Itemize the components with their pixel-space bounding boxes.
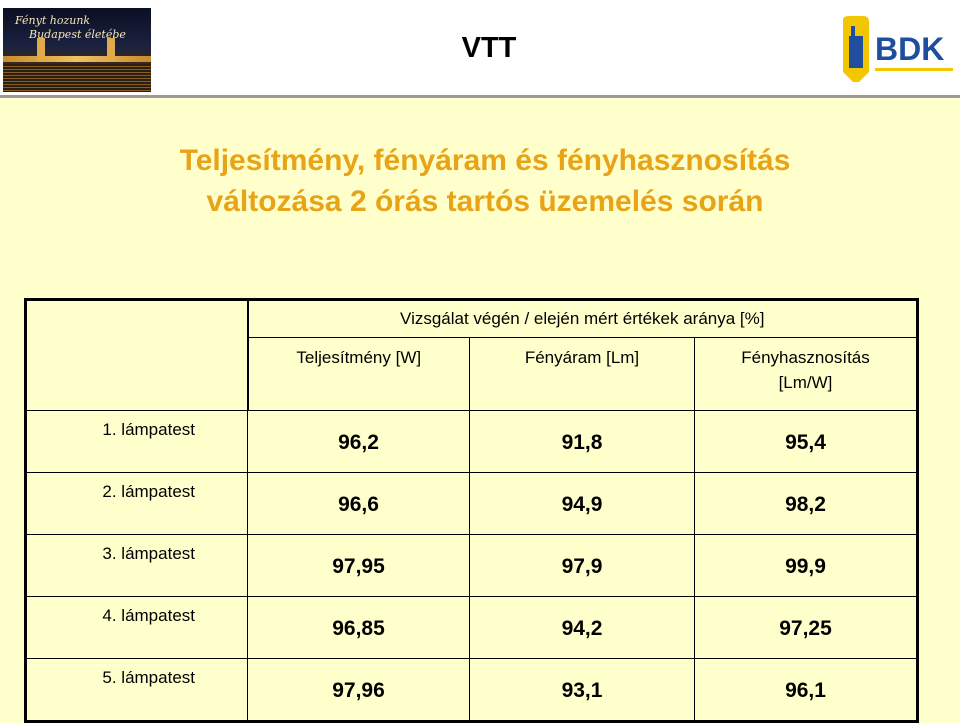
table-row (26, 535, 918, 597)
river-reflection (3, 64, 151, 92)
value-efficacy: 99,9 (695, 535, 918, 597)
row-label: 1. lámpatest (26, 411, 248, 473)
table-row (26, 411, 918, 473)
value-luminous-flux: 94,9 (470, 473, 695, 535)
table-row (26, 659, 918, 722)
header-title: VTT (461, 32, 517, 64)
value-power: 96,6 (248, 473, 470, 535)
main-title-line1: Teljesítmény, fényáram és fényhasznosítás (179, 144, 791, 177)
value-luminous-flux: 94,2 (470, 597, 695, 659)
value-luminous-flux: 97,9 (470, 535, 695, 597)
photo-caption-line1: Fényt hozunk (15, 14, 91, 27)
row-label: 4. lámpatest (26, 597, 248, 659)
value-luminous-flux: 91,8 (470, 411, 695, 473)
table-corner-cell (26, 300, 248, 411)
value-power: 97,95 (248, 535, 470, 597)
group-header: Vizsgálat végén / elején mért értékek aránya [%] (248, 300, 918, 338)
main-title-line2: változása 2 órás tartós üzemelés során (206, 185, 764, 218)
main-title (0, 140, 960, 222)
measurement-table (24, 298, 919, 723)
column-header-luminous-flux: Fényáram [Lm] (470, 338, 695, 411)
logo-text: BDK (875, 31, 945, 67)
value-efficacy: 95,4 (695, 411, 918, 473)
row-label: 2. lámpatest (26, 473, 248, 535)
table-row (26, 597, 918, 659)
photo-caption-line2: Budapest életébe (29, 28, 126, 41)
value-power: 97,96 (248, 659, 470, 722)
column-header-power: Teljesítmény [W] (248, 338, 470, 411)
column-header-efficacy: Fényhasznosítás [Lm/W] (695, 338, 918, 411)
bdk-logo (833, 12, 957, 88)
value-luminous-flux: 93,1 (470, 659, 695, 722)
value-efficacy: 98,2 (695, 473, 918, 535)
row-label: 5. lámpatest (26, 659, 248, 722)
value-power: 96,85 (248, 597, 470, 659)
building-icon (849, 36, 863, 68)
value-power: 96,2 (248, 411, 470, 473)
header-divider (0, 95, 960, 98)
row-label: 3. lámpatest (26, 535, 248, 597)
value-efficacy: 97,25 (695, 597, 918, 659)
table-row (26, 473, 918, 535)
value-efficacy: 96,1 (695, 659, 918, 722)
